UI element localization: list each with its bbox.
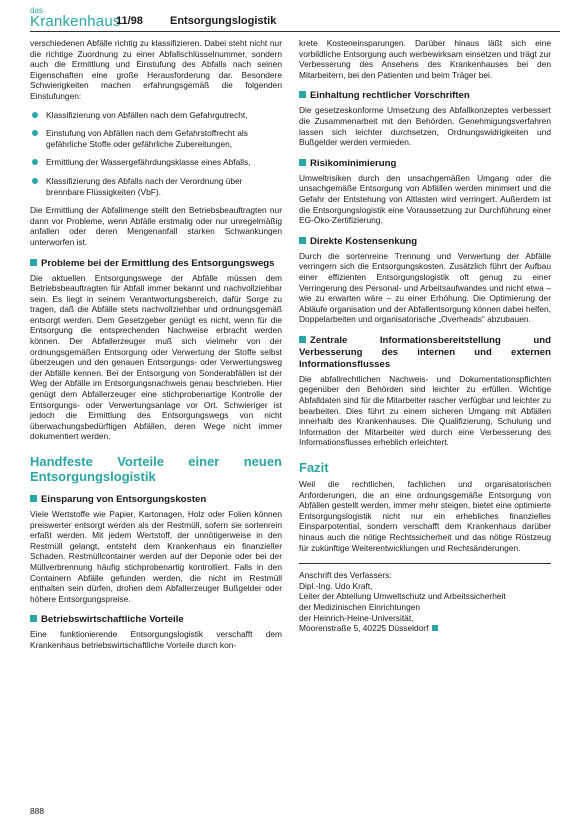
heading-zentral: Zentrale Informationsbereitstellung und Verbesserung des internen und externen Informationsflusses bbox=[299, 334, 551, 370]
bullet-icon bbox=[32, 130, 38, 136]
einhaltung-paragraph: Die gesetzeskonforme Umsetzung des Abfallkonzeptes verbessert die Zusammenarbeit mit den Behörden. Genehmigungsverfahren lassen sich leichter durchsetzen, Ordnungswidrigkeiten und Bußgelder werden vermieden. bbox=[299, 105, 551, 148]
square-bullet-icon bbox=[30, 495, 37, 502]
heading-vorteile: Handfeste Vorteile einer neuen Entsorgungslogistik bbox=[30, 454, 282, 484]
author-line: Dipl.-Ing. Udo Kraft, bbox=[299, 580, 373, 591]
issue-number: 11/98 bbox=[116, 15, 143, 27]
zentral-paragraph: Die abfallrechtlichen Nachweis- und Dokumentationspflichten gegenüber den Behörden sind leichter zu erfüllen. Wichtige Abfalldaten sind für die Mitarbeiter rascher verfügbar und leichter zu bearbeiten. Dies führt zu einem sicheren Umgang mit Abfällen innerhalb des Krankenhauses. Die Qualifizierung, Schulung und Information der Mitarbeiter wird durch eine Verbesserung des Informationsflusses erheblich erleichtert. bbox=[299, 373, 551, 448]
square-bullet-icon bbox=[30, 259, 37, 266]
heading-betriebswirtschaft: Betriebswirtschaftliche Vorteile bbox=[30, 614, 282, 626]
author-line: der Medizinischen Einrichtungen bbox=[299, 601, 421, 612]
square-bullet-icon bbox=[299, 159, 306, 166]
author-address bbox=[299, 563, 551, 634]
intro-paragraph: verschiedenen Abfälle richtig zu klassifizieren. Dabei steht nicht nur die richtige Zuordnung zu einer Abfallschlüsselnummer, sondern auch die Ermittlung und Einstufung des Abfalls nach seinen Eigenschaften eine große Herausforderung dar. Besondere Schwierigkeiten machen erfahrungsgemäß die folgenden Einstufungen: bbox=[30, 38, 282, 101]
heading-einhaltung: Einhaltung rechtlicher Vorschriften bbox=[299, 90, 551, 102]
header-rule bbox=[30, 31, 560, 32]
author-line: der Heinrich-Heine-Universität, bbox=[299, 612, 414, 623]
author-line: Anschrift des Verfassers: bbox=[299, 570, 392, 581]
risiko-paragraph: Umweltrisiken durch den unsachgemäßen Umgang oder die unsachgemäße Entsorgung von Abfällen werden minimiert und die Gefahr der Entstehung von Altlasten wird verringert. Außerdem ist die Entsorgungslogistik eine Voraussetzung zur Durchführung einer EG-Öko-Zertifizierung. bbox=[299, 172, 551, 226]
author-line: Leiter der Abteilung Umweltschutz und Arbeitssicherheit bbox=[299, 591, 506, 602]
list-item: Ermittlung der Wassergefährdungsklasse eines Abfalls, bbox=[30, 157, 282, 168]
heading-einsparung: Einsparung von Entsorgungskosten bbox=[30, 494, 282, 506]
square-bullet-icon bbox=[299, 91, 306, 98]
section-title: Entsorgungslogistik bbox=[170, 15, 277, 27]
bullet-icon bbox=[32, 159, 38, 165]
bullet-icon bbox=[32, 178, 38, 184]
bullet-icon bbox=[32, 112, 38, 118]
square-bullet-icon bbox=[299, 237, 306, 244]
square-bullet-icon bbox=[30, 615, 37, 622]
heading-risiko: Risikominimierung bbox=[299, 158, 551, 170]
heading-direkt: Direkte Kostensenkung bbox=[299, 236, 551, 248]
amount-paragraph: Die Ermittlung der Abfallmenge stellt den Betriebsbeauftragten nur dann vor Probleme, wenn Abfälle erstmalig oder nur unregelmäßig anfallen oder deren Mengenanfall starken Schwankungen unterworfen ist. bbox=[30, 205, 282, 247]
continuation-paragraph: krete Kosteneinsparungen. Darüber hinaus läßt sich eine vorbildliche Entsorgung auch werbewirksam einsetzen und trägt zur Verbesserung des Ansehens des Krankenhauses bei den Mitarbeitern, bei den Patienten und beim Träger bei. bbox=[299, 38, 551, 80]
logo: Krankenhaus bbox=[30, 13, 121, 30]
einsparung-paragraph: Viele Wertstoffe wie Papier, Kartonagen, Holz oder Folien können preiswerter entsorgt werden als der Restmüll, sofern sie sortenrein erfaßt werden. Mit jedem Wertstoff, der unnötigerweise in den Restmüll gelangt, entsteht dem Krankenhaus ein finanzieller Schaden. Restmüllcontainer werden auf der Deponie oder bei der Müllverbrennung häufig stichprobenartig kontrolliert. Falls in den Containern Abfälle gefunden werden, die nicht im Restmüll enthalten sein dürfen, drohen dem Abfallerzeuger Bußgelder oder höhere Entsorgungspreise. bbox=[30, 509, 282, 604]
logo-small-text: das bbox=[30, 6, 43, 15]
direkt-paragraph: Durch die sortenreine Trennung und Verwertung der Abfälle verringern sich die Entsorgungskosten. Zusätzlich führt der Aufbau einer effizienten Entsorgungslogistik oft genug zu einer Verringerung des Personal- und Arbeitsaufwandes und nicht etwa – wie zu erwarten wäre – zu einer Erhöhung. Die Optimierung der Abläufe organisation und der Abfallentsorgung können dabei helfen, Doppelarbeiten und organisatorische „Overheads“ abzubauen. bbox=[299, 250, 551, 325]
list-item: Klassifizierung des Abfalls nach der Verordnung über brennbare Flüssigkeiten (VbF). bbox=[30, 176, 282, 197]
square-bullet-icon bbox=[299, 336, 306, 343]
probleme-paragraph: Die aktuellen Entsorgungswege der Abfälle müssen dem Betriebsbeauftragten für Abfall immer bekannt und nachvollziehbar sein. Es liegt in seinem Verantwortungsbereich, dafür Sorge zu tragen, daß die Abfälle stets nachvollziehbar und ordnungsgemäß entsorgt werden. Dem Gesetzgeber genügt es nicht, wenn für die Entsorgung die entsprechenden Nachweise erbracht werden können. Der Abfallerzeuger muß sich vielmehr von der ordnungsgemäßen Entsorgung oder Verwertung der Stoffe selbst überzeugen und den genauen Entsorgungs- oder Verwertungsweg der Abfälle kennen. Bei der Entsorgung von Sonderabfällen ist der Weg der Abfälle im Entsorgungsnachweis genau beschrieben. Hier genügt dem Abfallerzeuger eine stichprobenartige Kontrolle der Entsorgungs- oder Verwertungsanlage vor Ort. Schwieriger ist jedoch die Ermittlung des Entsorgungswegs von nicht überwachungsbedürftigen Abfällen, deren Wege nicht immer dokumentiert werden. bbox=[30, 272, 282, 442]
heading-probleme: Probleme bei der Ermittlung des Entsorgungswegs bbox=[30, 258, 282, 270]
fazit-paragraph: Weil die rechtlichen, fachlichen und organisatorischen Anforderungen, die an eine ordnungsgemäße Entsorgung von Abfällen gestellt werden, immer mehr steigen, bietet eine optimierte Entsorgungslogistik nicht nur ein erhebliches finanzielles Einsparpotential, sondern verschafft dem Krankenhaus darüber hinaus auch die nötige Rechtssicherheit und das nötige Rüstzeug für zukünftige Weiterentwicklungen und Rechtsänderungen. bbox=[299, 479, 551, 553]
page-number: 888 bbox=[30, 806, 44, 816]
author-line: Moorenstraße 5, 40225 Düsseldorf bbox=[299, 623, 551, 634]
left-column bbox=[30, 38, 282, 659]
page-header bbox=[30, 6, 560, 30]
right-column bbox=[299, 38, 551, 634]
list-item: Einstufung von Abfällen nach dem Gefahrstoffrecht als gefährliche Stoffe oder gefährliche Zubereitungen, bbox=[30, 128, 282, 149]
betriebswirtschaft-paragraph: Eine funktionierende Entsorgungslogistik verschafft dem Krankenhaus betriebswirtschaftliche Vorteile durch kon- bbox=[30, 629, 282, 650]
classification-list bbox=[30, 110, 282, 198]
end-mark-icon bbox=[432, 625, 438, 631]
list-item: Klassifizierung von Abfällen nach dem Gefahrgutrecht, bbox=[30, 110, 282, 121]
heading-fazit: Fazit bbox=[299, 460, 329, 476]
